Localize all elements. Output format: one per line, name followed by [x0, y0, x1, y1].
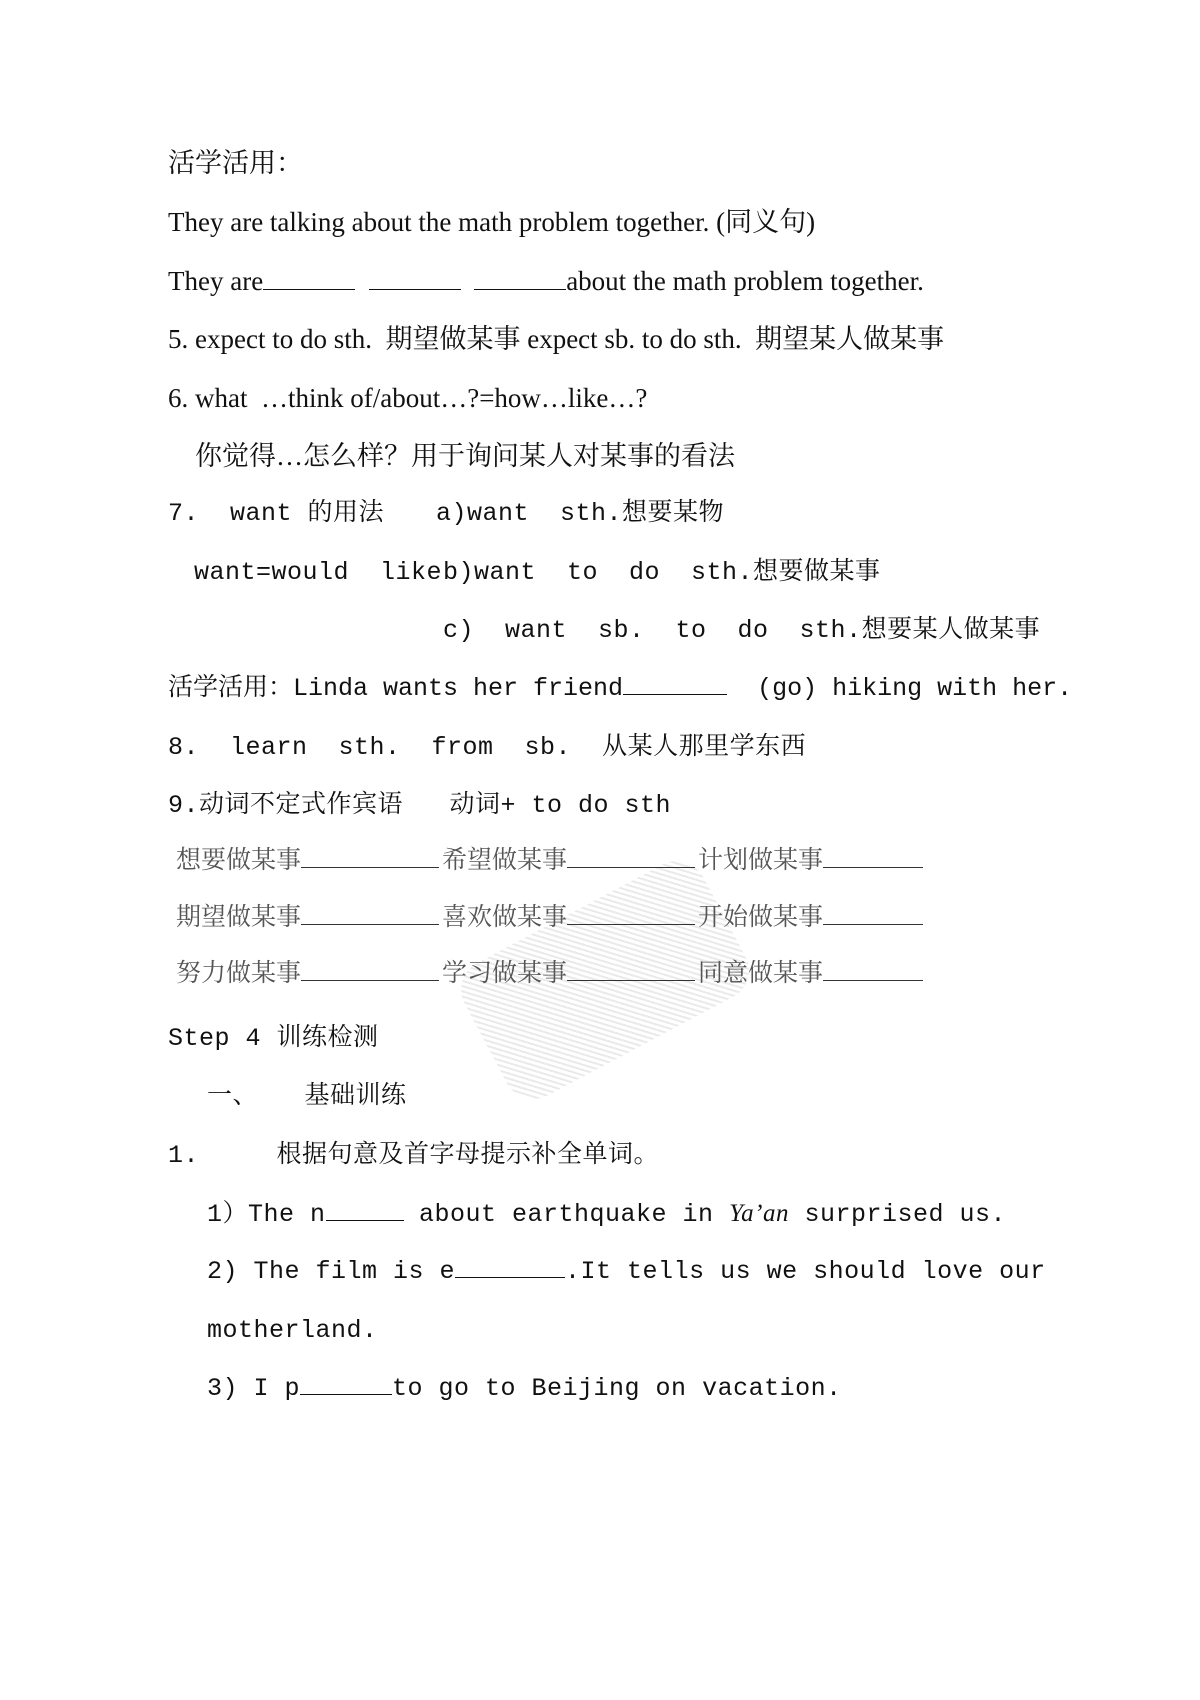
item-prefix: 2) The film is e [207, 1257, 456, 1286]
note-want-c: c) want sb. to do sth.想要某人做某事 [443, 616, 1041, 645]
item-prefix: 3) I p [207, 1374, 301, 1403]
answer-blank[interactable] [567, 956, 695, 981]
note-expect: 5. expect to do sth. 期望做某事 expect sb. to do sth. 期望某人做某事 [168, 324, 945, 354]
answer-blank[interactable] [455, 1255, 565, 1278]
note-want-heading: 7. want 的用法 [168, 499, 385, 528]
sentence-rewrite [168, 264, 924, 298]
infinitive-item: 同意做某事 [698, 953, 923, 993]
answer-blank[interactable] [567, 900, 695, 925]
answer-blank[interactable] [326, 1198, 404, 1221]
infinitive-item: 希望做某事 [442, 840, 695, 880]
infinitive-item: 学习做某事 [442, 953, 695, 993]
infinitive-item: 期望做某事 [176, 897, 439, 937]
practice-want-prefix: 活学活用：Linda wants her friend [168, 674, 624, 703]
place-name: Ya’an [729, 1200, 790, 1227]
note-what-think: 6. what …think of/about…?=how…like…? [168, 383, 648, 413]
answer-blank[interactable] [474, 267, 566, 290]
item-prefix: 1）The n [207, 1200, 326, 1229]
infinitive-item: 想要做某事 [176, 840, 439, 880]
exercise-instruction: 1. 根据句意及首字母提示补全单词。 [168, 1141, 660, 1170]
note-want-equals: want=would like [194, 558, 443, 587]
answer-blank[interactable] [823, 956, 923, 981]
rewrite-suffix: about the math problem together. [566, 266, 924, 296]
note-what-think-meaning: 你觉得…怎么样？用于询问某人对某事的看法 [195, 441, 735, 471]
answer-blank[interactable] [567, 843, 695, 868]
note-want-a: a)want sth.想要某物 [436, 499, 725, 528]
practice-heading: 活学活用： [168, 148, 303, 178]
rewrite-prefix: They are [168, 266, 264, 296]
practice-want [168, 672, 1072, 706]
answer-blank[interactable] [823, 900, 923, 925]
note-learn: 8. learn sth. from sb. 从某人那里学东西 [168, 733, 807, 762]
item-suffix: to go to Beijing on vacation. [392, 1374, 842, 1403]
answer-blank[interactable] [301, 843, 439, 868]
infinitive-item: 计划做某事 [698, 840, 923, 880]
exercise-item-1 [207, 1197, 1006, 1232]
infinitive-item: 开始做某事 [698, 897, 923, 937]
note-infinitive: 9.动词不定式作宾语 动词+ to do sth [168, 791, 672, 820]
infinitive-row [176, 897, 1010, 937]
answer-blank[interactable] [623, 672, 727, 695]
note-want-b: b)want to do sth.想要做某事 [443, 558, 881, 587]
answer-blank[interactable] [301, 956, 439, 981]
exercise-item-2 [207, 1255, 1046, 1289]
infinitive-item: 喜欢做某事 [442, 897, 695, 937]
infinitive-row [176, 840, 1010, 880]
item-suffix: surprised us. [789, 1200, 1007, 1229]
step-heading: Step 4 训练检测 [168, 1024, 379, 1053]
sentence-original: They are talking about the math problem together. (同义句) [168, 207, 816, 237]
exercise-item-3 [207, 1372, 842, 1406]
infinitive-item: 努力做某事 [176, 953, 439, 993]
exercise-item-2-continued: motherland. [207, 1316, 378, 1345]
section-heading: 一、 基础训练 [207, 1082, 407, 1111]
answer-blank[interactable] [369, 267, 461, 290]
answer-blank[interactable] [300, 1372, 392, 1395]
answer-blank[interactable] [823, 843, 923, 868]
answer-blank[interactable] [301, 900, 439, 925]
practice-want-suffix: (go) hiking with her. [727, 674, 1073, 703]
infinitive-row [176, 953, 1010, 993]
item-suffix: .It tells us we should love our [565, 1257, 1046, 1286]
item-middle: about earthquake in [403, 1200, 730, 1229]
answer-blank[interactable] [263, 267, 355, 290]
